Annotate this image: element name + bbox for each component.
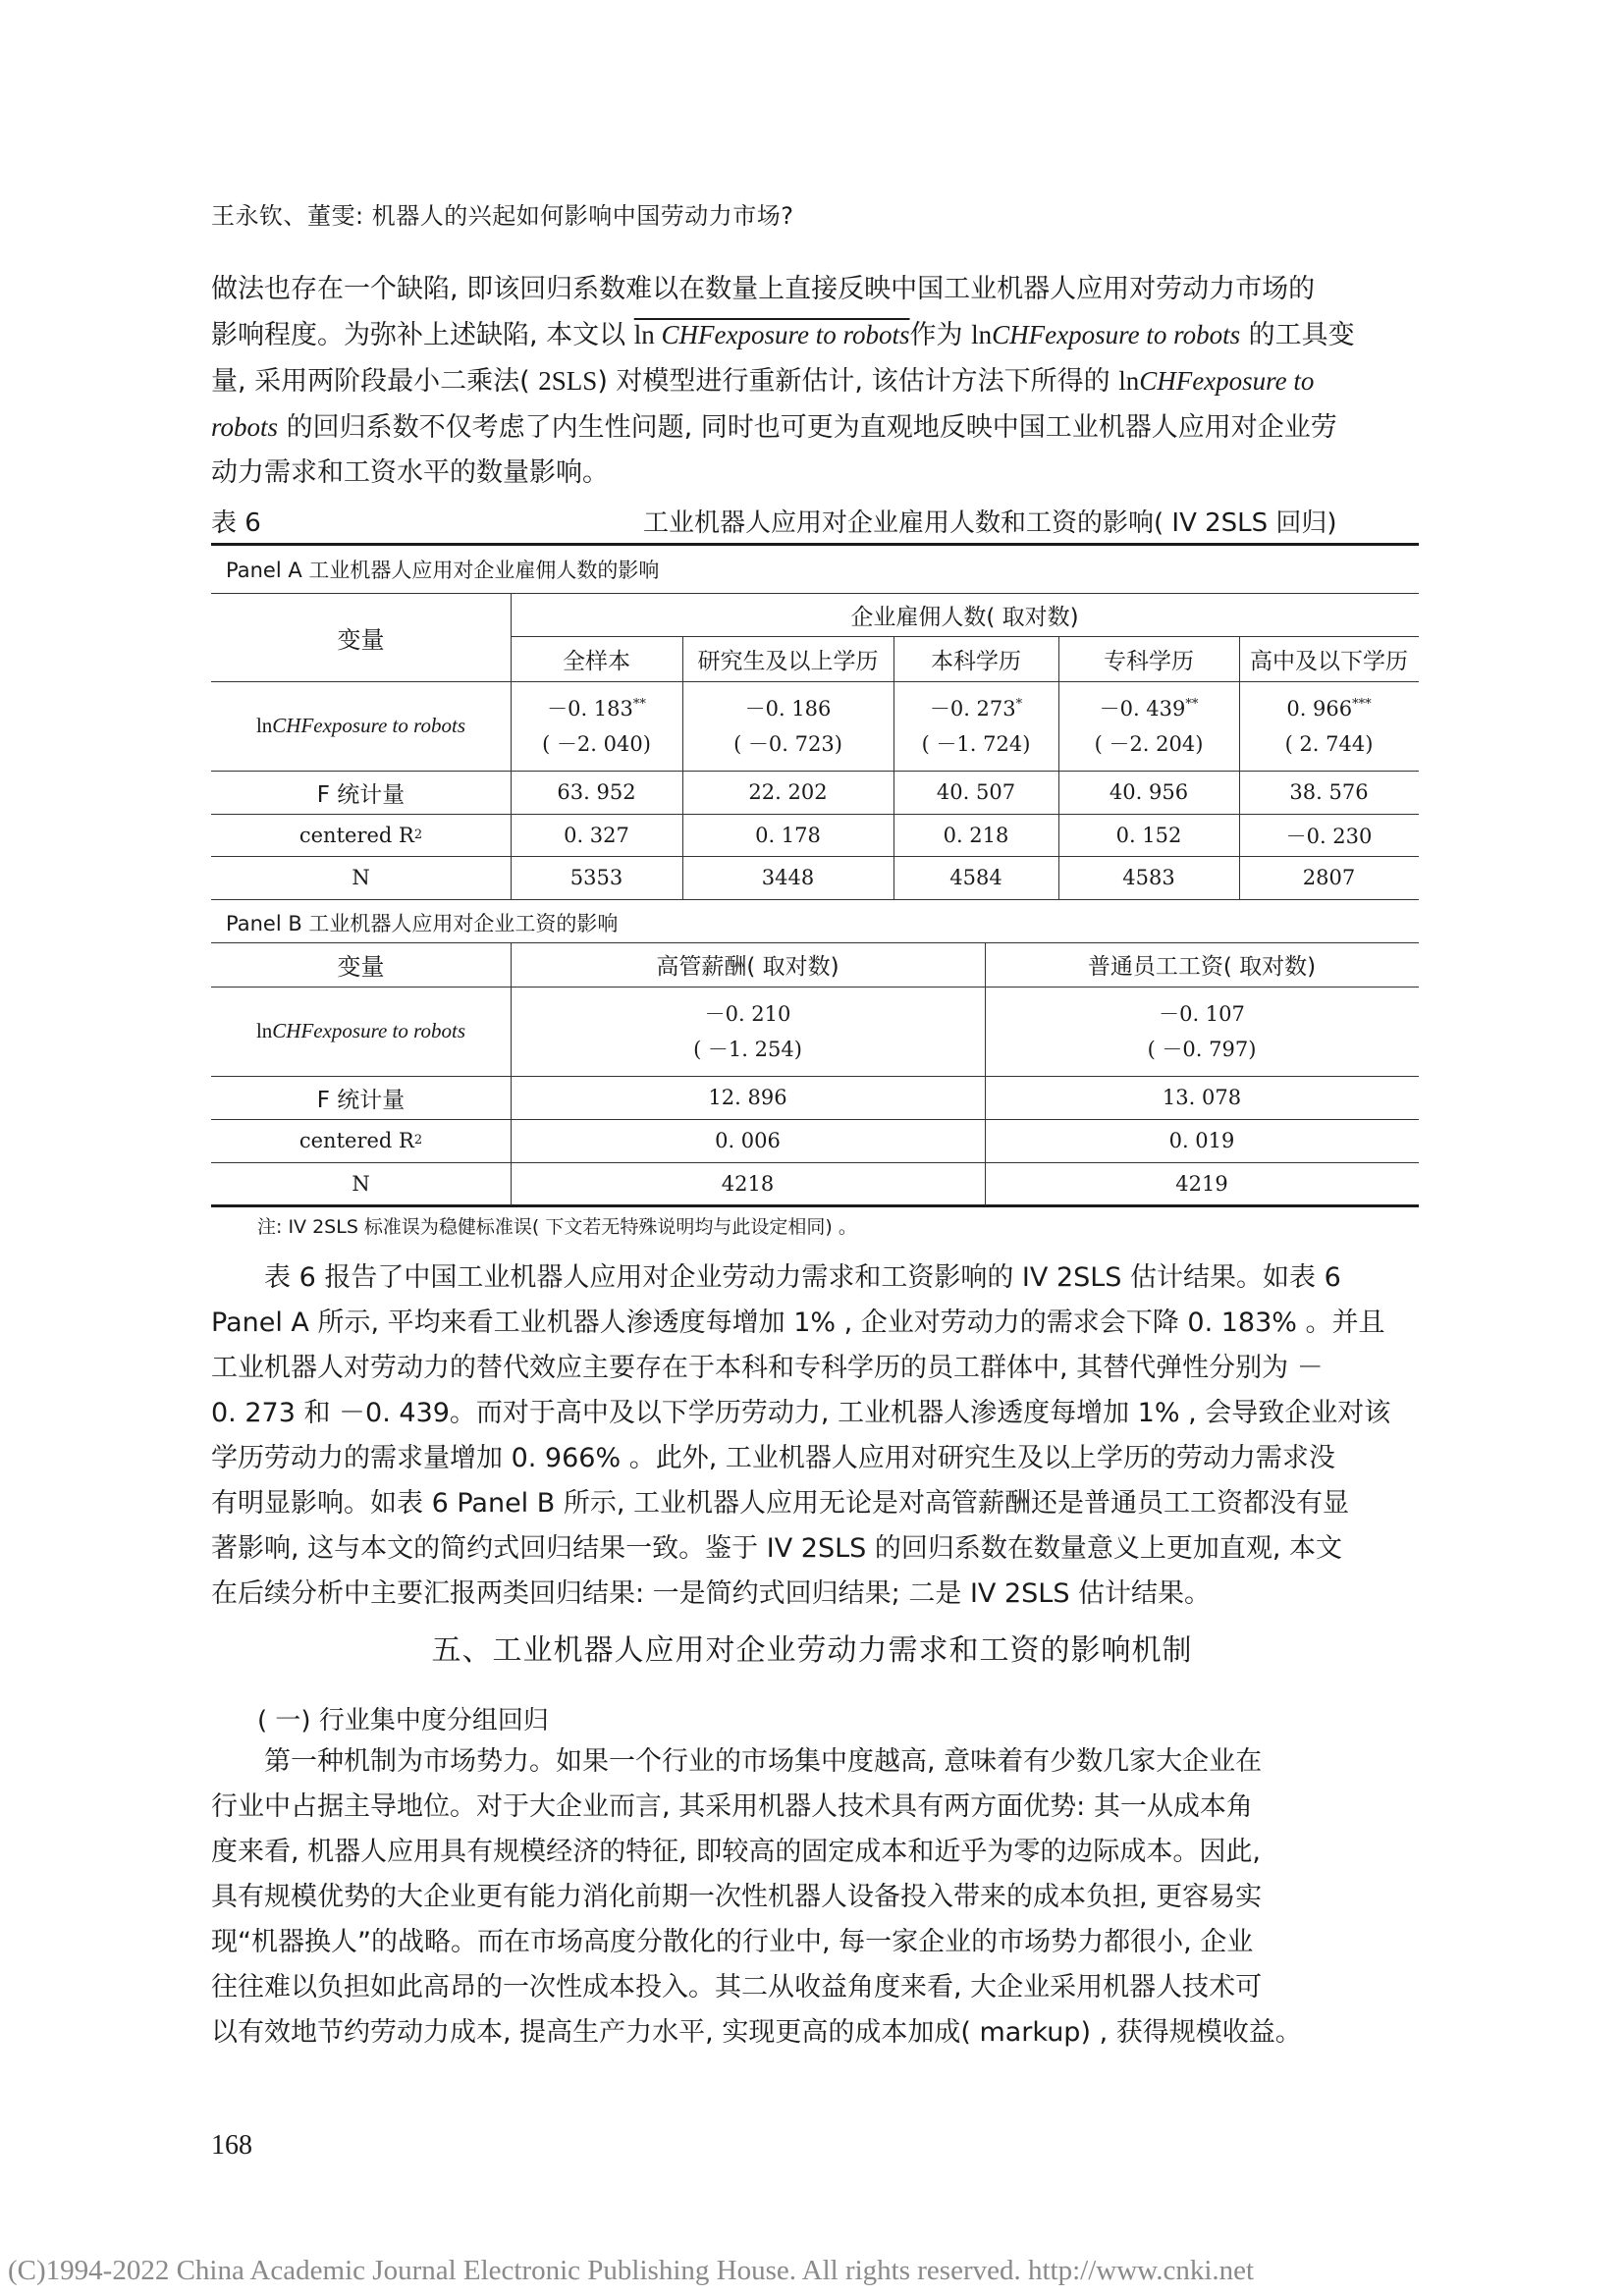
f-cell: 22. 202: [748, 780, 828, 804]
table-title: 工业机器人应用对企业雇用人数和工资的影响( IV 2SLS 回归): [643, 508, 1337, 538]
coef-cell: －0. 107 ( －0. 797): [1147, 1001, 1257, 1061]
column-header: 本科学历: [931, 648, 1021, 674]
discussion-line: 著影响, 这与本文的简约式回归结果一致。鉴于 IV 2SLS 的回归系数在数量意义上更加直观, 本文: [211, 1533, 1343, 1564]
f-cell: 40. 956: [1109, 780, 1189, 804]
coef-cell: －0. 439** ( －2. 204): [1094, 696, 1204, 756]
coef-cell: －0. 273* ( －1. 724): [921, 696, 1031, 756]
discussion-line: Panel A 所示, 平均来看工业机器人渗透度每增加 1% , 企业对劳动力的需求会下降 0. 183% 。并且: [211, 1308, 1385, 1338]
n-cell: 4218: [721, 1171, 775, 1196]
running-header: 王永钦、董雯: 机器人的兴起如何影响中国劳动力市场?: [211, 202, 794, 230]
r2-cell: 0. 006: [715, 1129, 781, 1152]
column-header: 高管薪酬( 取对数): [656, 954, 839, 980]
f-cell: 40. 507: [936, 780, 1016, 804]
intro-line: 做法也存在一个缺陷, 即该回归系数难以在数量上直接反映中国工业机器人应用对劳动力市场的: [211, 274, 1316, 304]
r2-cell: 0. 152: [1115, 823, 1182, 847]
coef-cell: －0. 183** ( －2. 040): [542, 696, 651, 756]
column-header: 普通员工工资( 取对数): [1087, 954, 1317, 980]
n-cell: 4583: [1122, 866, 1175, 889]
r2-cell: 0. 218: [943, 823, 1009, 847]
discussion-line: 学历劳动力的需求量增加 0. 966% 。此外, 工业机器人应用对研究生及以上学历的劳动力需求没: [211, 1443, 1335, 1473]
intro-line: 动力需求和工资水平的数量影响。: [211, 457, 609, 488]
panel-b-title: Panel B 工业机器人应用对企业工资的影响: [226, 912, 619, 935]
n-cell: 5353: [569, 866, 623, 889]
mechanism-line: 现“机器换人”的战略。而在市场高度分散化的行业中, 每一家企业的市场势力都很小, 企业: [211, 1927, 1254, 1957]
discussion-paragraph: [211, 1255, 1419, 1617]
fitted-variable: CHFexposure to robots: [661, 320, 910, 349]
row-label-f: F 统计量: [316, 1087, 406, 1113]
n-cell: 4219: [1175, 1171, 1228, 1196]
discussion-line: 0. 273 和 －0. 439。而对于高中及以下学历劳动力, 工业机器人渗透度每增加 1% , 会导致企业对该: [211, 1398, 1391, 1428]
column-header: 全样本: [563, 648, 630, 674]
f-cell: 12. 896: [708, 1086, 787, 1109]
column-header: 专科学历: [1104, 648, 1194, 674]
table-rule: [211, 899, 1419, 900]
panel-b-var-header: 变量: [337, 953, 385, 981]
table-number: 表 6: [211, 508, 261, 538]
discussion-line: 表 6 报告了中国工业机器人应用对企业劳动力需求和工资影响的 IV 2SLS 估计结果。如表 6: [264, 1262, 1341, 1293]
mechanism-line: 具有规模优势的大企业更有能力消化前期一次性机器人设备投入带来的成本负担, 更容易实: [211, 1882, 1263, 1912]
section-heading: 五、工业机器人应用对企业劳动力需求和工资的影响机制: [431, 1633, 1193, 1668]
column-header: 高中及以下学历: [1250, 648, 1408, 674]
f-cell: 63. 952: [557, 780, 636, 804]
r2-cell: －0. 230: [1285, 824, 1373, 848]
page-number: 168: [211, 2130, 252, 2161]
mechanism-line: 行业中占据主导地位。对于大企业而言, 其采用机器人技术具有两方面优势: 其一从成本角: [211, 1791, 1253, 1822]
row-label-variable: ln CHFexposure to robots: [255, 1019, 466, 1042]
subsection-heading: ( 一) 行业集中度分组回归: [257, 1706, 549, 1735]
discussion-line: 有明显影响。如表 6 Panel B 所示, 工业机器人应用无论是对高管薪酬还是普通员工工资都没有显: [211, 1488, 1350, 1519]
intro-line: robots 的回归系数不仅考虑了内生性问题, 同时也可更为直观地反映中国工业机器人应用对企业劳: [211, 412, 1337, 443]
intro-line: 影响程度。为弥补上述缺陷, 本文以 ln CHFexposure to robots作为 lnCHFexposure to robots 的工具变: [211, 320, 1355, 350]
coef-cell: 0. 966*** ( 2. 744): [1284, 696, 1374, 756]
discussion-line: 工业机器人对劳动力的替代效应主要存在于本科和专科学历的员工群体中, 其替代弹性分别为 －: [211, 1353, 1324, 1383]
row-label-n: N: [352, 1171, 370, 1196]
r2-cell: 0. 178: [755, 823, 821, 847]
n-cell: 3448: [761, 866, 815, 889]
intro-paragraph: [211, 267, 1419, 496]
row-label-n: N: [352, 866, 370, 889]
row-label-f: F 统计量: [316, 781, 406, 808]
mechanism-line: 度来看, 机器人应用具有规模经济的特征, 即较高的固定成本和近乎为零的边际成本。因此,: [211, 1837, 1261, 1867]
panel-a-title: Panel A 工业机器人应用对企业雇佣人数的影响: [226, 559, 660, 582]
n-cell: 2807: [1302, 866, 1356, 889]
mechanism-line: 往往难以负担如此高昂的一次性成本投入。其二从收益角度来看, 大企业采用机器人技术可: [211, 1972, 1263, 2002]
table-top-rule: [211, 543, 1419, 546]
panel-a-group-header: 企业雇佣人数( 取对数): [850, 604, 1079, 630]
r2-cell: 0. 327: [564, 823, 629, 847]
intro-line: 量, 采用两阶段最小二乘法( 2SLS) 对模型进行重新估计, 该估计方法下所得的 lnCHFexposure to: [211, 366, 1315, 397]
copyright-notice: (C)1994-2022 China Academic Journal Electronic Publishing House. All rights reserved. http://www.cnki.net: [8, 2255, 1255, 2286]
f-cell: 38. 576: [1289, 780, 1369, 804]
coef-cell: －0. 210 ( －1. 254): [693, 1001, 802, 1061]
n-cell: 4584: [949, 866, 1002, 889]
mechanism-paragraph: [211, 1739, 1419, 2056]
row-label-variable: ln CHFexposure to robots: [255, 714, 466, 737]
f-cell: 13. 078: [1162, 1086, 1242, 1109]
coef-cell: －0. 186 ( －0. 723): [733, 696, 842, 756]
table-note: 注: IV 2SLS 标准误为稳健标准误( 下文若无特殊说明均与此设定相同) 。: [257, 1216, 857, 1238]
table-bottom-rule: [211, 1204, 1419, 1207]
discussion-line: 在后续分析中主要汇报两类回归结果: 一是简约式回归结果; 二是 IV 2SLS 估计结果。: [211, 1578, 1212, 1609]
row-label-r2: centered R 2: [298, 823, 423, 847]
row-label-r2: centered R 2: [298, 1129, 423, 1152]
r2-cell: 0. 019: [1168, 1129, 1235, 1152]
table-caption: [211, 499, 1419, 538]
panel-a-var-header: 变量: [337, 625, 385, 654]
column-header: 研究生及以上学历: [697, 648, 879, 674]
mechanism-line: 以有效地节约劳动力成本, 提高生产力水平, 实现更高的成本加成( markup) , 获得规模收益。: [211, 2017, 1302, 2048]
mechanism-line: 第一种机制为市场势力。如果一个行业的市场集中度越高, 意味着有少数几家大企业在: [264, 1746, 1263, 1777]
